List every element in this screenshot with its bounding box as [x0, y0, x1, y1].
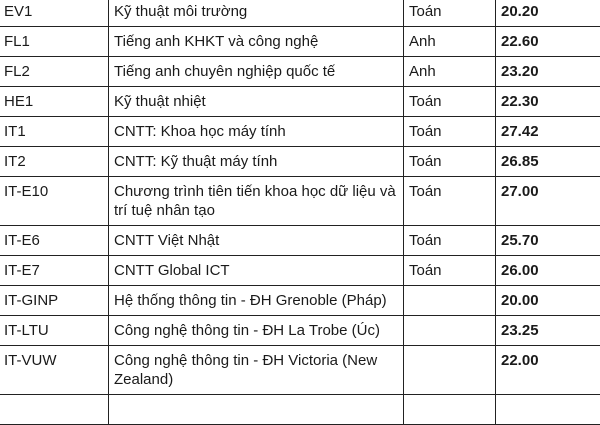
- primary-subject-cell: Toán: [404, 87, 496, 117]
- table-row: [0, 0, 600, 27]
- primary-subject-cell: Toán: [404, 147, 496, 177]
- program-name-cell: Công nghệ thông tin - ĐH La Trobe (Úc): [109, 316, 404, 346]
- program-name-cell: Kỹ thuật nhiệt: [109, 87, 404, 117]
- program-code-cell: IT1: [0, 117, 109, 147]
- score-cell: 23.25: [496, 316, 600, 346]
- score-cell: 22.00: [496, 346, 600, 395]
- primary-subject-cell: [404, 316, 496, 346]
- score-cell: 25.70: [496, 226, 600, 256]
- table-row: [0, 27, 600, 57]
- score-cell: 20.20: [496, 0, 600, 27]
- table-row: [0, 117, 600, 147]
- program-name-cell: CNTT Việt Nhật: [109, 226, 404, 256]
- program-code-cell: IT-GINP: [0, 286, 109, 316]
- score-cell: 23.20: [496, 57, 600, 87]
- primary-subject-cell: [404, 346, 496, 395]
- primary-subject-cell: Toán: [404, 177, 496, 226]
- table-row: [0, 57, 600, 87]
- primary-subject-cell: [404, 395, 496, 425]
- primary-subject-cell: Toán: [404, 226, 496, 256]
- table-row: [0, 346, 600, 395]
- score-cell: 22.60: [496, 27, 600, 57]
- program-name-cell: CNTT Global ICT: [109, 256, 404, 286]
- score-cell: 26.85: [496, 147, 600, 177]
- program-code-cell: FL2: [0, 57, 109, 87]
- program-code-cell: IT-VUW: [0, 346, 109, 395]
- primary-subject-cell: Toán: [404, 0, 496, 27]
- table-row: [0, 316, 600, 346]
- table-row: [0, 286, 600, 316]
- program-code-cell: IT-LTU: [0, 316, 109, 346]
- program-name-cell: Tiếng anh KHKT và công nghệ: [109, 27, 404, 57]
- primary-subject-cell: Anh: [404, 57, 496, 87]
- score-cell: [496, 395, 600, 425]
- table-row: [0, 256, 600, 286]
- table-row: [0, 147, 600, 177]
- score-cell: 27.42: [496, 117, 600, 147]
- program-name-cell: Hệ thống thông tin - ĐH Grenoble (Pháp): [109, 286, 404, 316]
- program-code-cell: FL1: [0, 27, 109, 57]
- primary-subject-cell: Toán: [404, 117, 496, 147]
- program-name-cell: CNTT: Khoa học máy tính: [109, 117, 404, 147]
- program-code-cell: EV1: [0, 0, 109, 27]
- program-code-cell: IT-E6: [0, 226, 109, 256]
- program-code-cell: IT-E7: [0, 256, 109, 286]
- score-cell: 22.30: [496, 87, 600, 117]
- primary-subject-cell: [404, 286, 496, 316]
- score-cell: 20.00: [496, 286, 600, 316]
- primary-subject-cell: Anh: [404, 27, 496, 57]
- program-code-cell: [0, 395, 109, 425]
- table-row: [0, 226, 600, 256]
- program-code-cell: HE1: [0, 87, 109, 117]
- program-name-cell: Tiếng anh chuyên nghiệp quốc tế: [109, 57, 404, 87]
- program-code-cell: IT2: [0, 147, 109, 177]
- program-code-cell: IT-E10: [0, 177, 109, 226]
- program-name-cell: [109, 395, 404, 425]
- program-name-cell: Kỹ thuật môi trường: [109, 0, 404, 27]
- score-cell: 27.00: [496, 177, 600, 226]
- table-row: [0, 177, 600, 226]
- table-row: [0, 87, 600, 117]
- program-name-cell: CNTT: Kỹ thuật máy tính: [109, 147, 404, 177]
- program-name-cell: Công nghệ thông tin - ĐH Victoria (New Zealand): [109, 346, 404, 395]
- table-row: [0, 395, 600, 425]
- score-cell: 26.00: [496, 256, 600, 286]
- primary-subject-cell: Toán: [404, 256, 496, 286]
- program-name-cell: Chương trình tiên tiến khoa học dữ liệu và trí tuệ nhân tạo: [109, 177, 404, 226]
